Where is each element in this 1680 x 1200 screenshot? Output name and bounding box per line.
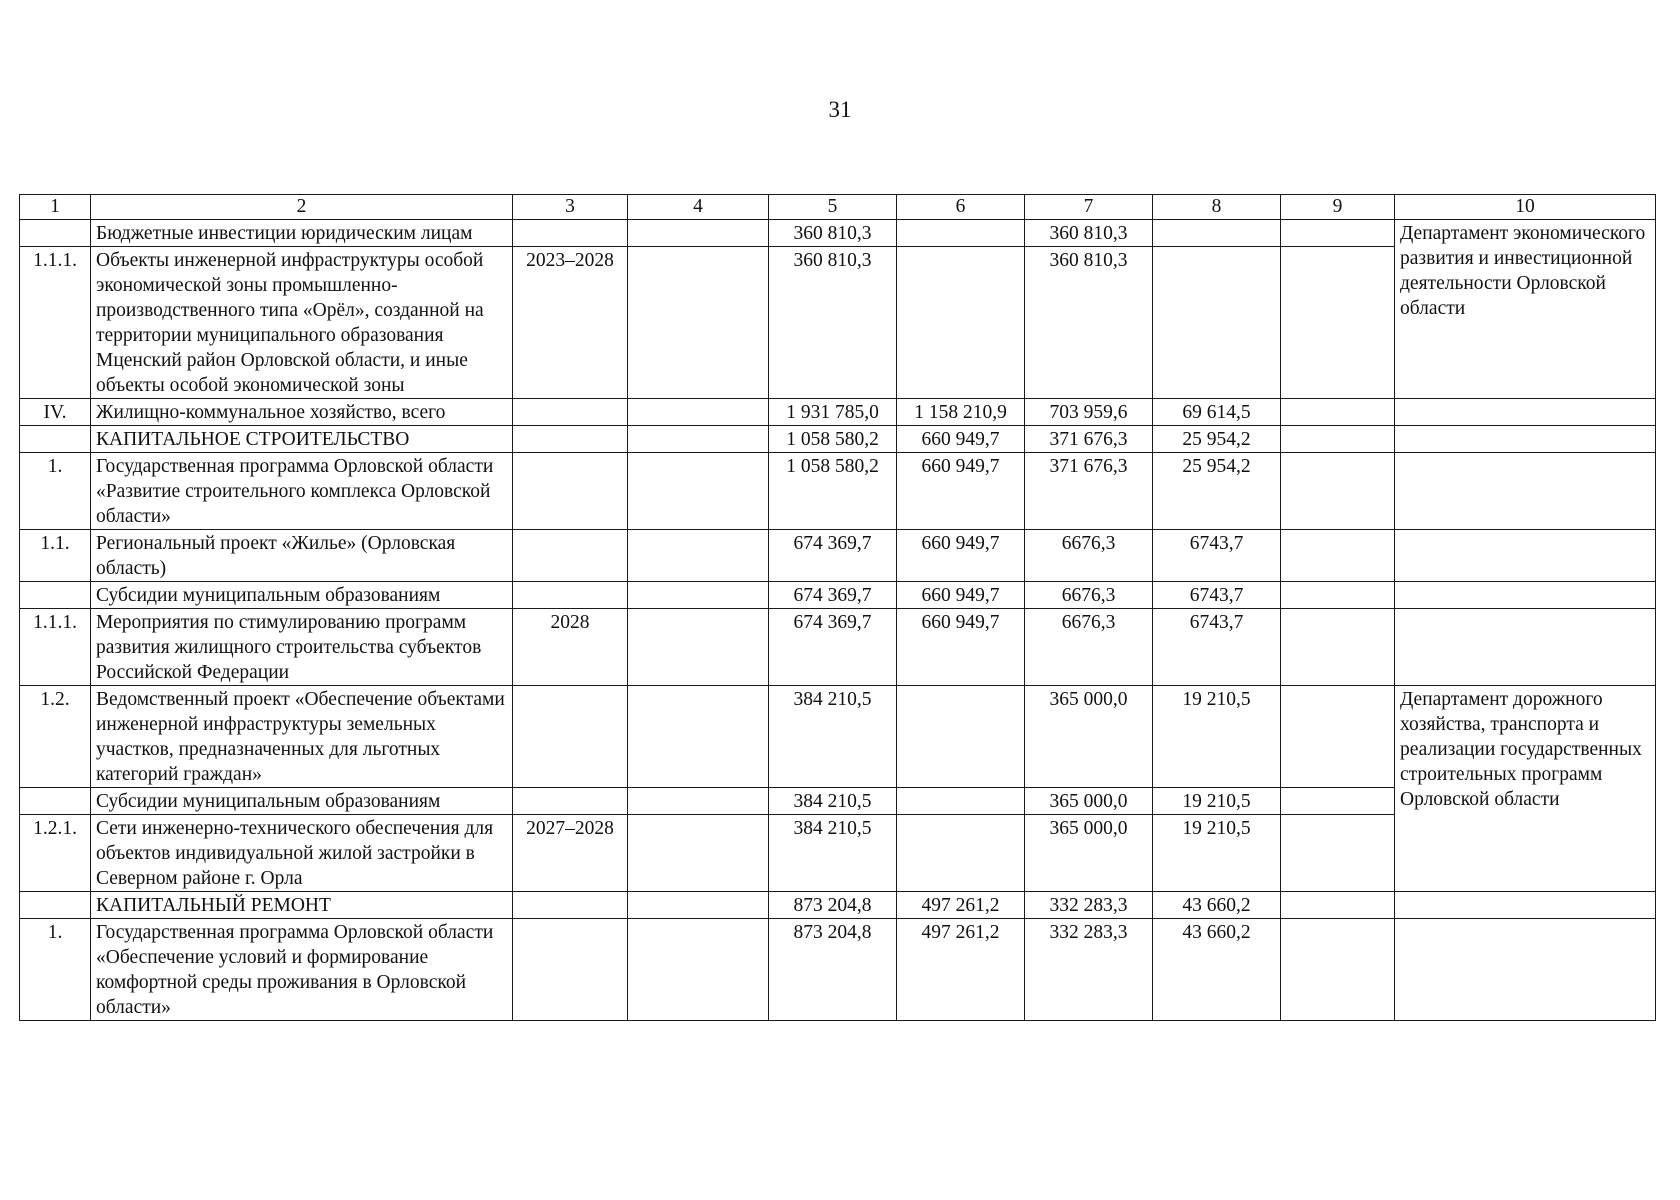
cell-col8: 43 660,2: [1153, 919, 1281, 1021]
cell-col7: 6676,3: [1025, 530, 1153, 582]
cell-col6: [897, 686, 1025, 788]
row-period: [513, 788, 628, 815]
header-cell: 6: [897, 195, 1025, 220]
cell-col10: [1395, 453, 1656, 530]
cell-col4: [628, 609, 769, 686]
cell-col9: [1281, 399, 1395, 426]
cell-col8: 25 954,2: [1153, 453, 1281, 530]
cell-col9: [1281, 892, 1395, 919]
page-number: 31: [828, 97, 852, 122]
cell-col5: 1 058 580,2: [769, 453, 897, 530]
cell-col9: [1281, 788, 1395, 815]
cell-col6: 660 949,7: [897, 530, 1025, 582]
row-period: [513, 453, 628, 530]
cell-col4: [628, 919, 769, 1021]
cell-col7: 365 000,0: [1025, 815, 1153, 892]
cell-col5: 360 810,3: [769, 220, 897, 247]
cell-col5: 873 204,8: [769, 919, 897, 1021]
table-row: [20, 220, 1656, 247]
cell-col8: 6743,7: [1153, 530, 1281, 582]
row-name: Региональный проект «Жилье» (Орловская область): [91, 530, 513, 582]
table-row: [20, 453, 1656, 530]
header-cell: 2: [91, 195, 513, 220]
cell-col6: 660 949,7: [897, 582, 1025, 609]
table-row: [20, 609, 1656, 686]
cell-col8: [1153, 220, 1281, 247]
cell-col10: [1395, 609, 1656, 686]
header-cell: 4: [628, 195, 769, 220]
row-number: 1.1.: [20, 530, 91, 582]
cell-col4: [628, 582, 769, 609]
cell-col9: [1281, 609, 1395, 686]
row-period: 2027–2028: [513, 815, 628, 892]
row-name: Мероприятия по стимулированию программ развития жилищного строительства субъектов Российской Федерации: [91, 609, 513, 686]
table-row: [20, 530, 1656, 582]
budget-table: [19, 194, 1656, 1021]
cell-col6: 660 949,7: [897, 609, 1025, 686]
header-cell: 3: [513, 195, 628, 220]
row-period: [513, 686, 628, 788]
row-name: Субсидии муниципальным образованиям: [91, 788, 513, 815]
header-cell: 5: [769, 195, 897, 220]
cell-col5: 384 210,5: [769, 788, 897, 815]
row-number: IV.: [20, 399, 91, 426]
row-number: 1.2.: [20, 686, 91, 788]
row-name: Ведомственный проект «Обеспечение объектами инженерной инфраструктуры земельных участков, предназначенных для льготных категорий граждан»: [91, 686, 513, 788]
cell-col4: [628, 530, 769, 582]
row-name: Государственная программа Орловской области «Развитие строительного комплекса Орловской области»: [91, 453, 513, 530]
row-period: [513, 530, 628, 582]
cell-col6: [897, 815, 1025, 892]
cell-col5: 1 058 580,2: [769, 426, 897, 453]
cell-col7: 332 283,3: [1025, 919, 1153, 1021]
responsible-department: Департамент экономического развития и инвестиционной деятельности Орловской области: [1395, 220, 1656, 399]
cell-col9: [1281, 530, 1395, 582]
cell-col9: [1281, 919, 1395, 1021]
cell-col5: 384 210,5: [769, 815, 897, 892]
row-name: КАПИТАЛЬНОЕ СТРОИТЕЛЬСТВО: [91, 426, 513, 453]
cell-col7: 332 283,3: [1025, 892, 1153, 919]
row-number: [20, 892, 91, 919]
row-number: 1.2.1.: [20, 815, 91, 892]
table-row: [20, 919, 1656, 1021]
table-row: [20, 426, 1656, 453]
table-row: [20, 686, 1656, 788]
cell-col8: 69 614,5: [1153, 399, 1281, 426]
cell-col5: 384 210,5: [769, 686, 897, 788]
header-cell: 1: [20, 195, 91, 220]
cell-col9: [1281, 582, 1395, 609]
row-name: Государственная программа Орловской области «Обеспечение условий и формирование комфортной среды проживания в Орловской области»: [91, 919, 513, 1021]
cell-col4: [628, 788, 769, 815]
row-name: КАПИТАЛЬНЫЙ РЕМОНТ: [91, 892, 513, 919]
row-name: Субсидии муниципальным образованиям: [91, 582, 513, 609]
row-period: [513, 919, 628, 1021]
cell-col4: [628, 815, 769, 892]
cell-col4: [628, 892, 769, 919]
cell-col9: [1281, 220, 1395, 247]
cell-col10: [1395, 892, 1656, 919]
cell-col8: 19 210,5: [1153, 686, 1281, 788]
cell-col6: 660 949,7: [897, 453, 1025, 530]
cell-col7: 371 676,3: [1025, 426, 1153, 453]
cell-col4: [628, 453, 769, 530]
cell-col4: [628, 399, 769, 426]
table-header-row: [20, 195, 1656, 220]
cell-col5: 674 369,7: [769, 609, 897, 686]
cell-col8: 6743,7: [1153, 582, 1281, 609]
cell-col7: 703 959,6: [1025, 399, 1153, 426]
cell-col10: [1395, 399, 1656, 426]
cell-col4: [628, 247, 769, 399]
header-cell: 10: [1395, 195, 1656, 220]
row-period: [513, 582, 628, 609]
row-number: [20, 582, 91, 609]
cell-col5: 674 369,7: [769, 530, 897, 582]
cell-col10: [1395, 582, 1656, 609]
header-cell: 8: [1153, 195, 1281, 220]
cell-col8: 6743,7: [1153, 609, 1281, 686]
cell-col8: 19 210,5: [1153, 788, 1281, 815]
cell-col7: 365 000,0: [1025, 788, 1153, 815]
cell-col6: 497 261,2: [897, 892, 1025, 919]
row-period: [513, 399, 628, 426]
header-cell: 9: [1281, 195, 1395, 220]
cell-col5: 674 369,7: [769, 582, 897, 609]
cell-col5: 1 931 785,0: [769, 399, 897, 426]
row-number: 1.1.1.: [20, 247, 91, 399]
row-name: Объекты инженерной инфраструктуры особой экономической зоны промышленно-производственного типа «Орёл», созданной на территории муниципального образования Мценский район Орловской области, и иные объекты особой экономической зоны: [91, 247, 513, 399]
cell-col7: 365 000,0: [1025, 686, 1153, 788]
cell-col4: [628, 686, 769, 788]
cell-col6: [897, 220, 1025, 247]
row-name: Сети инженерно-технического обеспечения для объектов индивидуальной жилой застройки в Северном районе г. Орла: [91, 815, 513, 892]
cell-col7: 360 810,3: [1025, 247, 1153, 399]
cell-col6: 497 261,2: [897, 919, 1025, 1021]
cell-col6: 660 949,7: [897, 426, 1025, 453]
row-period: [513, 220, 628, 247]
cell-col9: [1281, 453, 1395, 530]
row-name: Бюджетные инвестиции юридическим лицам: [91, 220, 513, 247]
row-name: Жилищно-коммунальное хозяйство, всего: [91, 399, 513, 426]
cell-col6: [897, 247, 1025, 399]
cell-col9: [1281, 815, 1395, 892]
cell-col8: [1153, 247, 1281, 399]
cell-col8: 43 660,2: [1153, 892, 1281, 919]
row-number: 1.1.1.: [20, 609, 91, 686]
cell-col6: [897, 788, 1025, 815]
row-period: 2023–2028: [513, 247, 628, 399]
responsible-department: Департамент дорожного хозяйства, транспорта и реализации государственных строительных программ Орловской области: [1395, 686, 1656, 892]
row-period: [513, 426, 628, 453]
row-number: [20, 426, 91, 453]
cell-col8: 25 954,2: [1153, 426, 1281, 453]
cell-col7: 6676,3: [1025, 609, 1153, 686]
cell-col7: 6676,3: [1025, 582, 1153, 609]
row-number: [20, 220, 91, 247]
row-period: [513, 892, 628, 919]
cell-col5: 873 204,8: [769, 892, 897, 919]
row-number: 1.: [20, 919, 91, 1021]
table-row: [20, 582, 1656, 609]
cell-col9: [1281, 247, 1395, 399]
cell-col9: [1281, 686, 1395, 788]
cell-col10: [1395, 426, 1656, 453]
cell-col7: 360 810,3: [1025, 220, 1153, 247]
cell-col6: 1 158 210,9: [897, 399, 1025, 426]
cell-col7: 371 676,3: [1025, 453, 1153, 530]
cell-col10: [1395, 919, 1656, 1021]
row-number: [20, 788, 91, 815]
row-number: 1.: [20, 453, 91, 530]
table-row: [20, 892, 1656, 919]
cell-col5: 360 810,3: [769, 247, 897, 399]
header-cell: 7: [1025, 195, 1153, 220]
cell-col4: [628, 426, 769, 453]
row-period: 2028: [513, 609, 628, 686]
cell-col10: [1395, 530, 1656, 582]
cell-col8: 19 210,5: [1153, 815, 1281, 892]
table-row: [20, 399, 1656, 426]
cell-col9: [1281, 426, 1395, 453]
cell-col4: [628, 220, 769, 247]
